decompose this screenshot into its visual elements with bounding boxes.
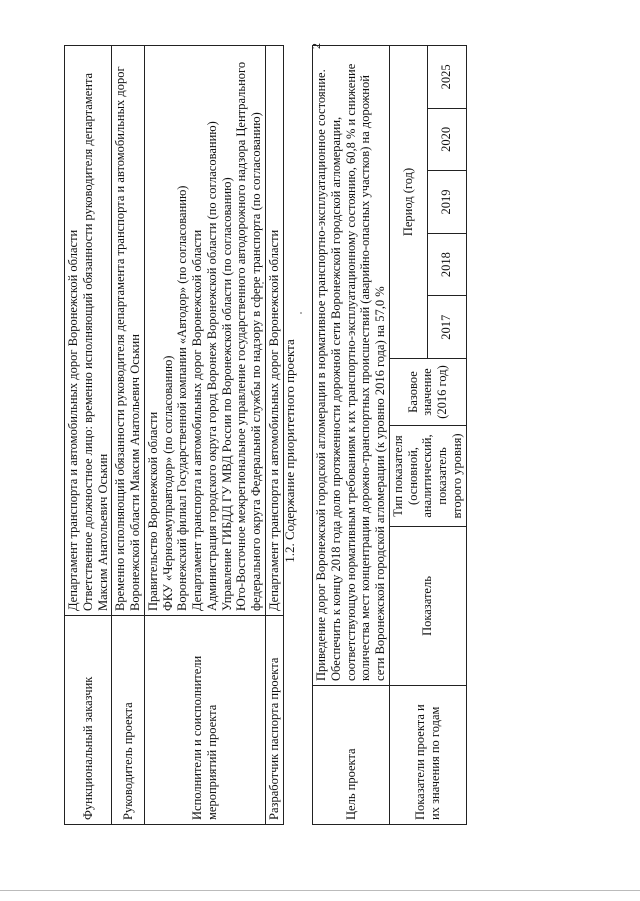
section-title: 1.2. Содержание приоритетного проекта [282, 338, 297, 563]
table-row [112, 45, 145, 824]
value-line: Администрация городского округа город Воронеж Воронежской области (по согласованию) [204, 120, 219, 611]
column-header-period: Период (год) [389, 45, 427, 358]
value-line: Правительство Воронежской области [145, 411, 160, 611]
indicators-label: Показатели проекта и их значения по годам [389, 685, 466, 824]
goal-line: Приведение дорог Воронежской городской агломерации в нормативное транспортно-эксплуатационное состояние. [314, 68, 328, 681]
value-line: Управление ГИБДД ГУ МВД России по Воронежской области (по согласованию) [219, 176, 234, 611]
table-row [265, 45, 283, 824]
rotated-sheet [50, 41, 590, 861]
year-header: 2020 [428, 108, 466, 171]
row-label: Исполнители и соисполнители мероприятий проекта [144, 615, 265, 824]
goal-label: Цель проекта [313, 685, 390, 824]
row-value [144, 45, 265, 615]
value-line: Временно исполняющий обязанности руководителя департамента транспорта и автомобильных дорог Воронежской области Максим Анатольевич Оськин [113, 65, 142, 611]
project-passport-table [64, 45, 284, 825]
row-label: Руководитель проекта [112, 615, 145, 824]
project-content-table [312, 45, 467, 825]
row-value [112, 45, 145, 615]
year-header: 2018 [428, 233, 466, 296]
column-header-base: Базовое значение (2016 год) [389, 358, 466, 425]
column-header-type: Тип показателя (основной, аналитический, показатель второго уровня) [389, 425, 466, 526]
value-line: Департамент транспорта и автомобильных дорог Воронежской области [190, 229, 204, 611]
table-row [389, 45, 427, 824]
year-header: 2017 [428, 295, 466, 358]
row-value [65, 45, 112, 615]
value-line: Департамент транспорта и автомобильных дорог Воронежской области [66, 229, 80, 611]
table-row [144, 45, 265, 824]
goal-text [313, 45, 390, 685]
row-label: Разработчик паспорта проекта [265, 615, 283, 824]
value-line: Юго-Восточное межрегиональное управление государственного автодорожного надзора Центрального федерального округа Федеральной службы по надзору в сфере транспорта (по согласованию) [234, 61, 263, 611]
scan-edge [0, 890, 640, 891]
year-header: 2025 [428, 45, 466, 108]
year-header: 2019 [428, 170, 466, 233]
row-value [265, 45, 283, 615]
page-number: 2 [309, 42, 324, 49]
value-line: Ответственное должностное лицо: временно исполняющий обязанности руководителя департамента Максим Анатольевич Оськин [80, 72, 110, 611]
row-label: Функциональный заказчик [65, 615, 112, 824]
value-line: ФКУ «Черноземуправтодор» (по согласованию) [160, 355, 175, 611]
value-line: Воронежский филиал Государственной компании «Автодор» (по согласованию) [175, 185, 190, 611]
column-header-indicator: Показатель [389, 526, 466, 685]
table-row [65, 45, 112, 824]
value-line: Департамент транспорта и автомобильных дорог Воронежской области [266, 229, 281, 611]
goal-line: Обеспечить к концу 2018 года долю протяженности дорожной сети Воронежской городской агломерации, соответствующую нормативным требованиям к их транспортно-эксплуатационному состоянию, 60,8 % и снижение количества мест концентрации дорожно-транспортных происшествий (аварийно-опасных участков) на дорожной сети Воронежской городской агломерации (к уровню 2016 года) на 57,0 % [328, 63, 387, 681]
table-row [313, 45, 390, 824]
